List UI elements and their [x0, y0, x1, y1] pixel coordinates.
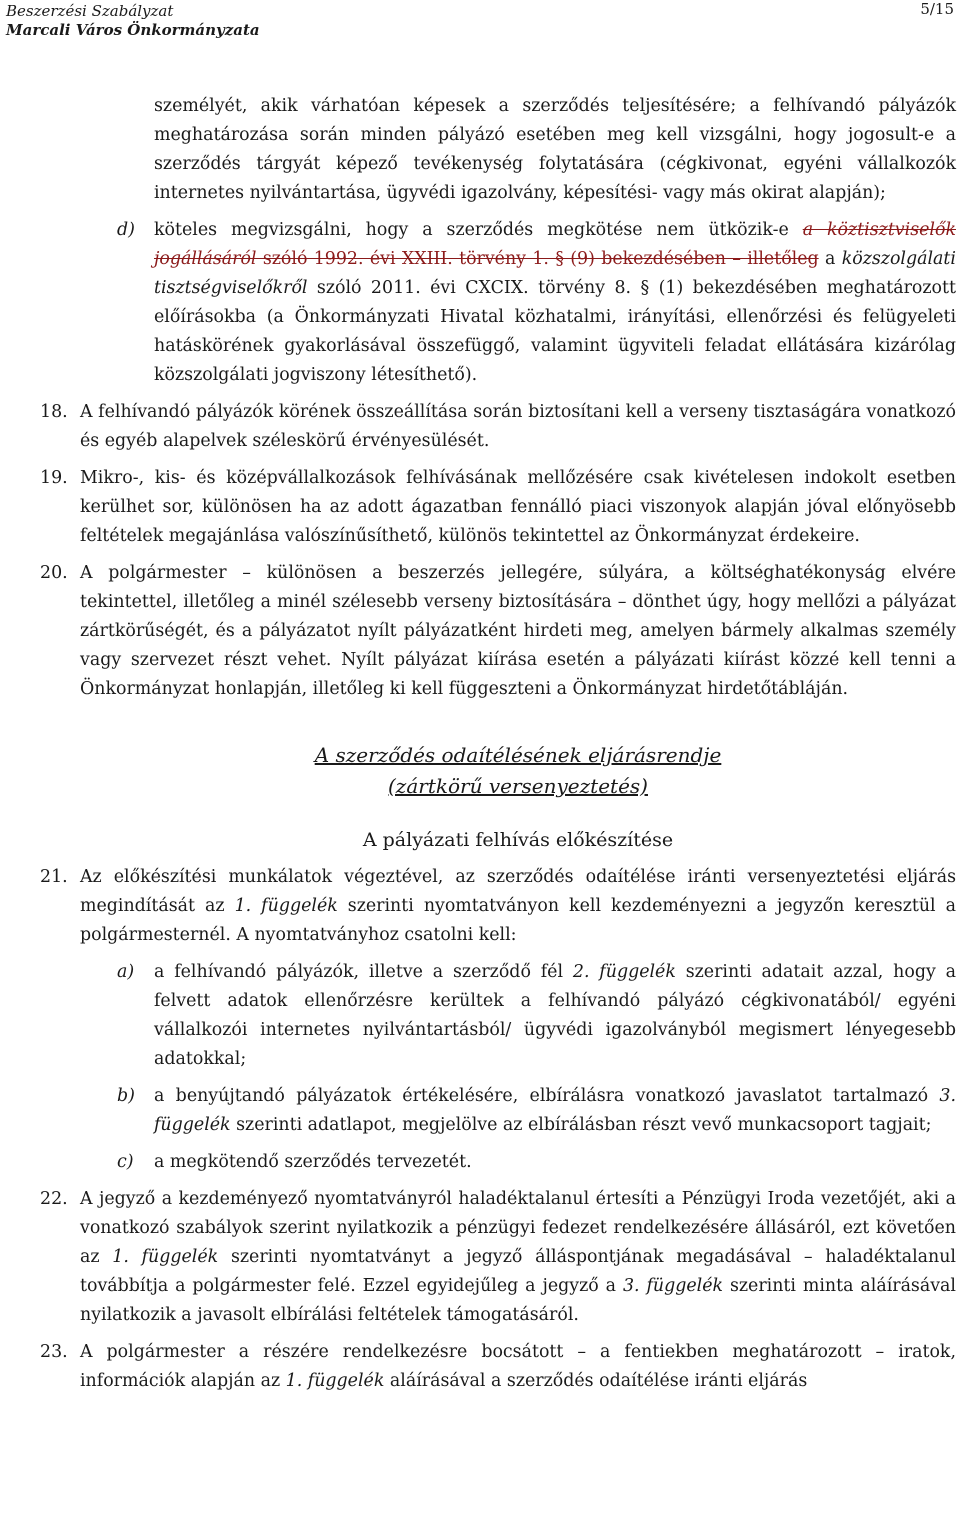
item-text: köteles megvizsgálni, hogy a szerződés megkötése nem ütközik-e: [154, 220, 803, 240]
paragraph-text: Az előkészítési munkálatok végeztével, az szerződés odaítélése iránti versenyeztetési eljárás megindítását az: [80, 867, 956, 916]
item-text: a benyújtandó pályázatok értékelésére, elbírálásra vonatkozó javaslatot tartalmazó: [154, 1086, 940, 1106]
appendix-reference: 1. függelék: [234, 896, 338, 916]
appendix-reference: 1. függelék: [285, 1371, 385, 1391]
list-item-b: [117, 1082, 956, 1140]
italic-law-title: közszolgálati tisztségviselőkről: [154, 249, 956, 298]
appendix-reference: 3. függelék: [622, 1276, 724, 1296]
paragraph-text: szerinti nyomtatványon kell kezdeményezni a jegyzőn keresztül a polgármesternél. A nyomtatványhoz csatolni kell:: [80, 896, 956, 945]
item-c-continuation: személyét, akik várhatóan képesek a szerződés teljesítésére; a felhívandó pályázók meghatározása során minden pályázó esetében meg kell vizsgálni, hogy jogosult-e a szerződés tárgyát képező tevékenység folytatására (cégkivonat, egyéni vállalkozók internetes nyilvántartása, ügyvédi igazolvány, képesítési- vagy más okirat alapján);: [154, 96, 956, 203]
item-text: szerinti adatait azzal, hogy a felvett adatok ellenőrzésre kerültek a felhívandó pályázó cégkivonatából/ egyéni vállalkozói internetes nyilvántartásból/ ügyvédi igazolványból megismert lényegesebb adatokkal;: [154, 962, 956, 1069]
page-number: 5/15: [920, 0, 954, 18]
page-header: [6, 2, 260, 40]
paragraph-text: Mikro-, kis- és középvállalkozások felhívásának mellőzésére csak kivételesen indokolt esetben kerülhet sor, különösen ha az adott ágazatban fennálló piaci viszonyok alapján jóval előnyösebb feltételek megajánlása valószínűsíthető, különös tekintettel az Önkormányzat érdekeire.: [80, 468, 956, 546]
paragraph-number: 23.: [40, 1342, 68, 1362]
item-text: szóló 2011. évi CXCIX. törvény 8. § (1) bekezdésében meghatározott előírásokba (a Önkormányzati Hivatal közhatalmi, irányítási, ellenőrzési és felügyeleti hatáskörének gyakorlásával összefüggő, valamint ügyviteli feladat ellátására kizárólag közszolgálati jogviszony létesíthető).: [154, 278, 956, 385]
paragraph-text: aláírásával a szerződés odaítélése iránti eljárás: [384, 1371, 808, 1391]
section-heading-line1: A szerződés odaítélésének eljárásrendje: [314, 743, 722, 767]
paragraph-text: A polgármester a részére rendelkezésre bocsátott – a fentiekben meghatározott – iratok, információk alapján az: [80, 1342, 956, 1391]
appendix-reference: 1. függelék: [112, 1247, 219, 1267]
appendix-reference: 2. függelék: [572, 962, 676, 982]
item-label: b): [117, 1086, 135, 1106]
paragraph-22: [40, 1185, 956, 1330]
subsection-heading: A pályázati felhívás előkészítése: [362, 829, 674, 851]
paragraph-number: 19.: [40, 468, 68, 488]
list-item-c: [117, 1148, 956, 1177]
paragraph-text: A felhívandó pályázók körének összeállítása során biztosítani kell a verseny tisztaságára vonatkozó és egyéb alapelvek széleskörű érvényesülését.: [80, 402, 956, 451]
paragraph-number: 21.: [40, 867, 68, 887]
paragraph-18: [40, 398, 956, 456]
paragraph-21: [40, 863, 956, 950]
item-text: szerinti adatlapot, megjelölve az elbírálásban részt vevő munkacsoport tagjait;: [230, 1115, 932, 1135]
item-label: d): [117, 220, 135, 240]
item-text: a megkötendő szerződés tervezetét.: [154, 1152, 472, 1172]
header-organization: Marcali Város Önkormányzata: [6, 21, 260, 39]
item-label: a): [117, 962, 135, 982]
paragraph-23: [40, 1338, 956, 1396]
item-text: a: [818, 249, 842, 269]
paragraph-text: A polgármester – különösen a beszerzés jellegére, súlyára, a költséghatékonyság elvére tekintettel, illetőleg a minél szélesebb verseny biztosítására – dönthet úgy, hogy mellőzi a pályázat zártkörűségét, és a pályázatot nyílt pályázatként hirdeti meg, amelyen bármely alkalmas személy vagy szervezet részt vehet. Nyílt pályázat kiírása esetén a pályázati kiírást közzé kell tenni a Önkormányzat honlapján, illetőleg ki kell függeszteni a Önkormányzat hirdetőtábláján.: [80, 563, 956, 699]
document-body: [40, 92, 956, 1396]
paragraph-number: 18.: [40, 402, 68, 422]
paragraph-text: szerinti minta aláírásával nyilatkozik a javasolt elbírálási feltételek támogatásáról.: [80, 1276, 956, 1325]
paragraph-19: [40, 464, 956, 551]
section-heading: [80, 740, 956, 802]
paragraph-number: 22.: [40, 1189, 68, 1209]
struck-plain-text: szóló 1992. évi XXIII. törvény 1. § (9) bekezdésében – illetőleg: [256, 249, 819, 269]
paragraph-number: 20.: [40, 563, 68, 583]
item-label: c): [117, 1152, 134, 1172]
list-item-d: [117, 216, 956, 390]
item-text: a felhívandó pályázók, illetve a szerződő fél: [154, 962, 573, 982]
paragraph-20: [40, 559, 956, 704]
section-heading-line2: (zártkörű versenyeztetés): [388, 774, 648, 798]
paragraph-text: A jegyző a kezdeményező nyomtatványról haladéktalanul értesíti a Pénzügyi Iroda vezetőjét, aki a vonatkozó szabályok szerint nyilatkozik a pénzügyi fedezet rendelkezésére állásáról, ezt követően az: [80, 1189, 956, 1267]
list-item-a: [117, 958, 956, 1074]
paragraph-text: szerinti nyomtatványt a jegyző álláspontjának megadásával – haladéktalanul továbbítja a polgármester felé. Ezzel egyidejűleg a jegyző a: [80, 1247, 956, 1296]
header-title: Beszerzési Szabályzat: [6, 2, 174, 20]
appendix-reference: 3. függelék: [154, 1086, 956, 1135]
struck-italic-text: a köztisztviselők jogállásáról: [154, 220, 956, 269]
